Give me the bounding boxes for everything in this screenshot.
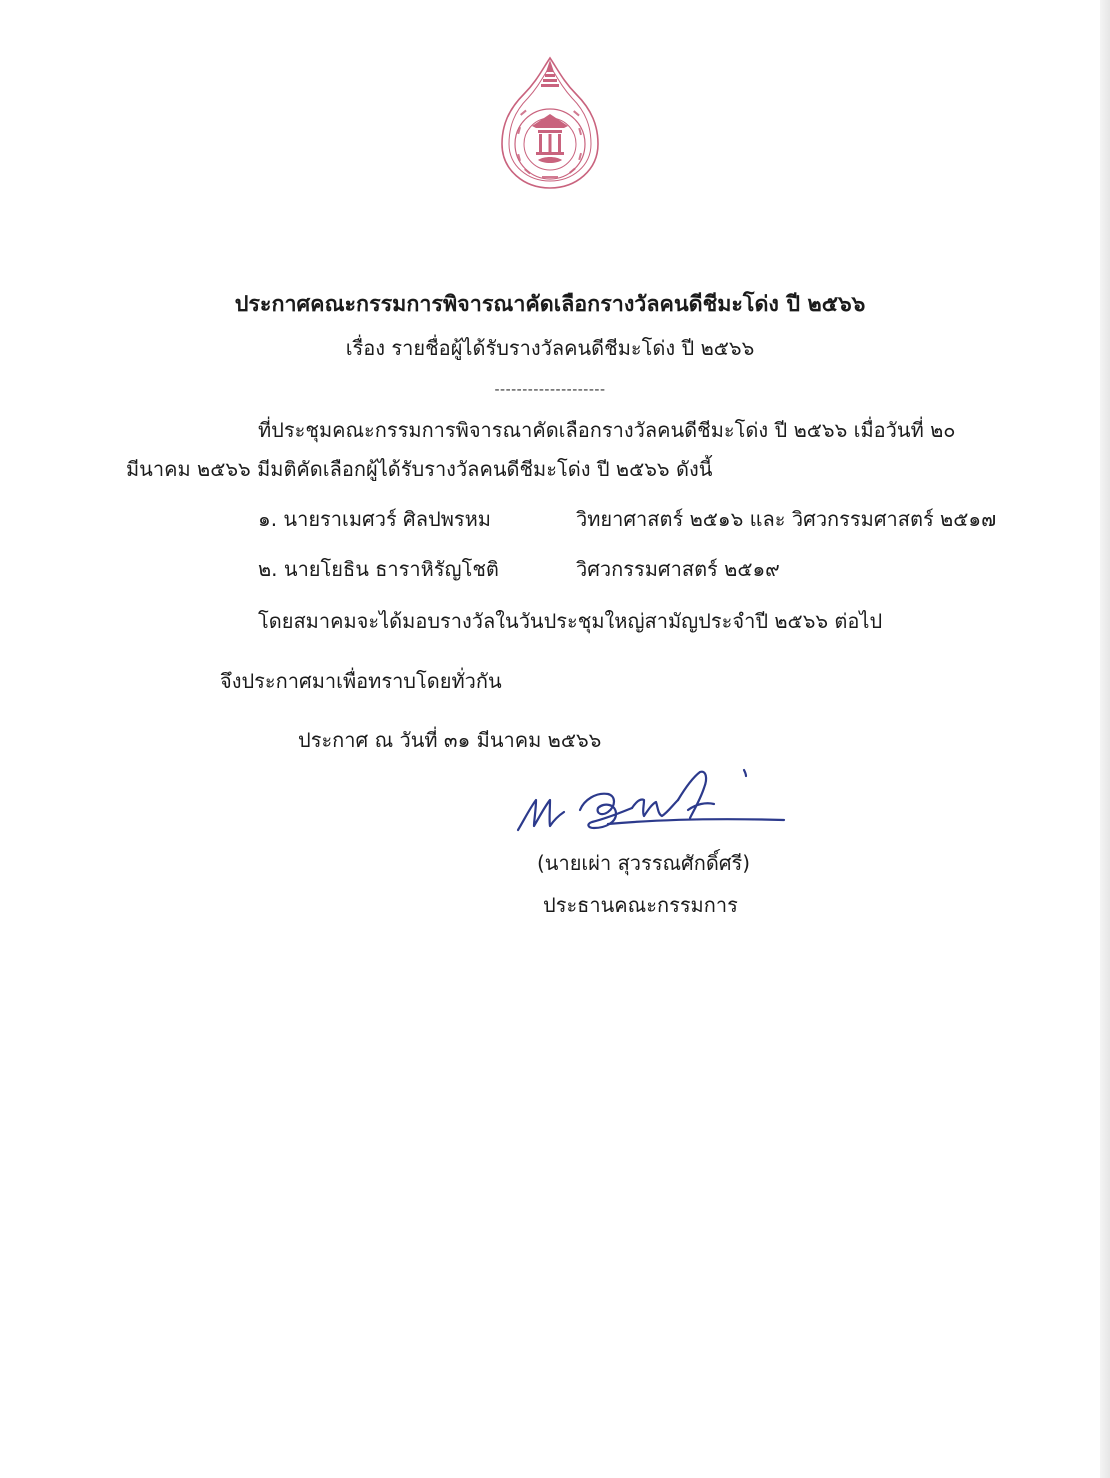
awardee-detail-2: วิศวกรรมศาสตร์ ๒๕๑๙ <box>576 557 780 581</box>
announcement-date: ประกาศ ณ วันที่ ๓๑ มีนาคม ๒๕๖๖ <box>298 728 602 752</box>
awardee-detail-1: วิทยาศาสตร์ ๒๕๑๖ และ วิศวกรรมศาสตร์ ๒๕๑๗ <box>576 507 997 531</box>
signer-name: (นายเผ่า สุวรรณศักดิ์ศรี) <box>537 851 751 875</box>
body-paragraph-line-1: ที่ประชุมคณะกรรมการพิจารณาคัดเลือกรางวัลคนดีชีมะโด่ง ปี ๒๕๖๖ เมื่อวันที่ ๒๐ <box>258 418 956 442</box>
title-divider: -------------------- <box>494 382 606 398</box>
announcement-title: ประกาศคณะกรรมการพิจารณาคัดเลือกรางวัลคนดีชีมะโด่ง ปี ๒๕๖๖ <box>234 292 866 317</box>
award-ceremony-note: โดยสมาคมจะได้มอบรางวัลในวันประชุมใหญ่สามัญประจำปี ๒๕๖๖ ต่อไป <box>258 609 883 633</box>
awardee-name-1: ๑. นายราเมศวร์ ศิลปพรหม <box>258 507 491 531</box>
awardee-name-2: ๒. นายโยธิน ธาราหิรัญโชติ <box>258 557 499 581</box>
closing-statement: จึงประกาศมาเพื่อทราบโดยทั่วกัน <box>220 669 502 693</box>
page-edge-shadow <box>1100 0 1110 1478</box>
announcement-subject: เรื่อง รายชื่อผู้ได้รับรางวัลคนดีชีมะโด่ง ปี ๒๕๖๖ <box>345 336 755 360</box>
body-paragraph-line-2: มีนาคม ๒๕๖๖ มีมติคัดเลือกผู้ได้รับรางวัลคนดีชีมะโด่ง ปี ๒๕๖๖ ดังนี้ <box>126 457 713 481</box>
signer-position: ประธานคณะกรรมการ <box>543 893 738 917</box>
association-seal-icon <box>498 52 602 192</box>
handwritten-signature-icon <box>512 764 788 846</box>
